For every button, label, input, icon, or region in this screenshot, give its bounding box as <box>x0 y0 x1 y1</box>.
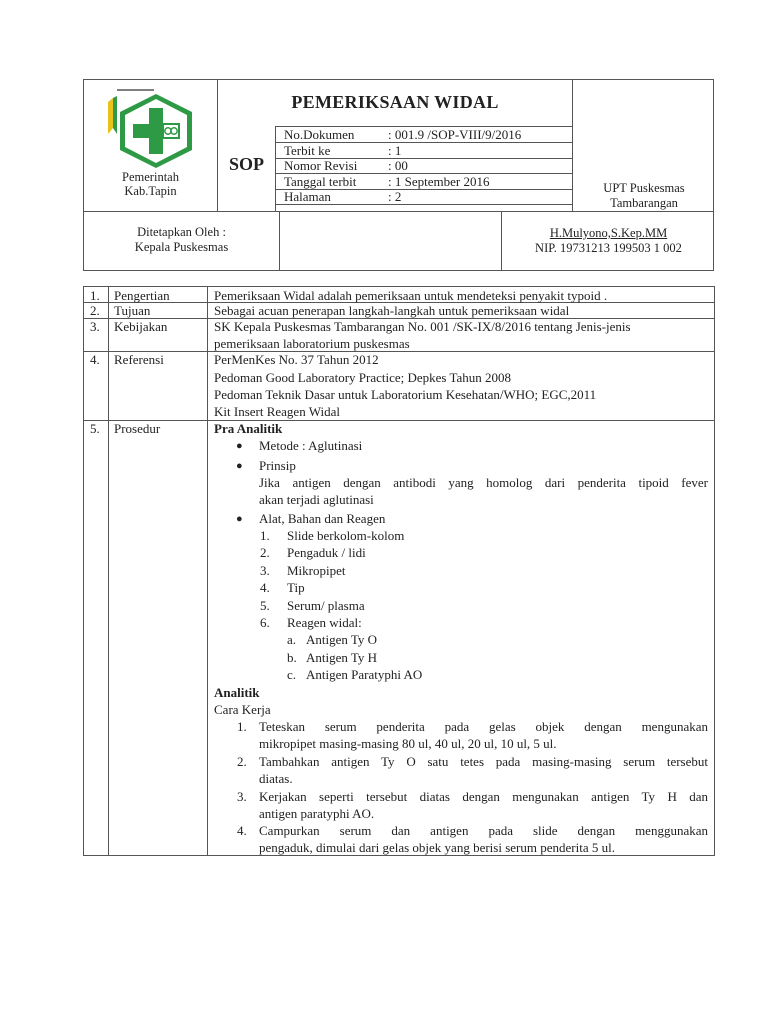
bullet-icon: ● <box>236 460 243 472</box>
prinsip-text: Jika antigen dengan antibodi yang homolog dari penderita tipoid fever <box>259 475 708 490</box>
doc-info-key: Terbit ke <box>284 143 331 158</box>
section-number: 2. <box>90 303 100 318</box>
document-title: PEMERIKSAAN WIDAL <box>291 92 499 112</box>
reference-item: Pedoman Good Laboratory Practice; Depkes Tahun 2008 <box>214 370 512 385</box>
prosedur-content <box>214 420 708 855</box>
section-label: Kebijakan <box>114 319 168 334</box>
reagen-item: Antigen Paratyphi AO <box>306 667 423 682</box>
alat-item: Serum/ plasma <box>287 598 365 613</box>
section-text: pemeriksaan laboratorium puskesmas <box>214 336 410 351</box>
sop-label: SOP <box>228 154 264 174</box>
section-number: 5. <box>90 421 100 436</box>
sop-header-table <box>83 79 714 271</box>
alat-item: Reagen widal: <box>287 615 362 630</box>
metode-text: Metode : Aglutinasi <box>259 438 363 453</box>
reference-item: PerMenKes No. 37 Tahun 2012 <box>214 352 379 367</box>
analitik-heading: Analitik <box>214 685 260 700</box>
alat-item-number: 1. <box>260 528 270 543</box>
doc-info-value: : 00 <box>388 158 408 173</box>
unit-line-2: Tambarangan <box>610 196 678 210</box>
doc-info-value: : 2 <box>388 189 402 204</box>
logo-cell <box>84 80 217 211</box>
doc-info-row <box>280 174 572 190</box>
step-text: antigen paratyphi AO. <box>259 806 375 821</box>
step-number: 2. <box>237 754 247 769</box>
step-text: Campurkan serum dan antigen pada slide dengan menggunakan <box>259 823 708 838</box>
reagen-item: Antigen Ty O <box>306 632 378 647</box>
unit-line-1: UPT Puskesmas <box>603 181 685 195</box>
section-label: Prosedur <box>114 421 161 436</box>
reagen-item-letter: c. <box>287 667 297 682</box>
alat-label: Alat, Bahan dan Reagen <box>259 511 386 526</box>
section-label: Tujuan <box>114 303 151 318</box>
alat-item: Mikropipet <box>287 563 346 578</box>
government-line-1: Pemerintah <box>122 170 179 184</box>
alat-item-number: 4. <box>260 580 270 595</box>
alat-item-number: 5. <box>260 598 270 613</box>
government-line-2: Kab.Tapin <box>124 184 177 198</box>
prinsip-text: akan terjadi aglutinasi <box>259 492 374 507</box>
alat-item-number: 2. <box>260 545 270 560</box>
unit-name <box>573 181 715 211</box>
doc-info-key: Halaman <box>284 189 331 204</box>
step-text: mikropipet masing-masing 80 ul, 40 ul, 20 ul, 10 ul, 5 ul. <box>259 736 557 751</box>
government-label <box>84 170 217 198</box>
doc-info-value: : 001.9 /SOP-VIII/9/2016 <box>388 127 522 142</box>
section-number: 4. <box>90 352 100 367</box>
doc-info-value: : 1 September 2016 <box>388 174 490 189</box>
step-text: Teteskan serum penderita pada gelas objek dengan mengunakan <box>259 719 708 734</box>
pra-analitik-heading: Pra Analitik <box>214 421 283 436</box>
signatory-name: H.Mulyono,S.Kep.MM <box>549 226 668 240</box>
step-text: Kerjakan seperti tersebut diatas dengan mengunakan antigen Ty H dan <box>259 789 708 804</box>
sop-body-table <box>83 286 715 856</box>
signatory-nip: NIP. 19731213 199503 1 002 <box>535 241 682 255</box>
step-number: 3. <box>237 789 247 804</box>
section-number: 1. <box>90 288 100 303</box>
cara-kerja-label: Cara Kerja <box>214 702 271 717</box>
ditetapkan-line-1: Ditetapkan Oleh : <box>137 225 226 239</box>
reagen-item-letter: b. <box>287 650 297 665</box>
alat-item: Pengaduk / lidi <box>287 545 366 560</box>
ditetapkan-oleh <box>84 225 279 255</box>
reagen-item-letter: a. <box>287 632 297 647</box>
reference-item: Pedoman Teknik Dasar untuk Laboratorium Kesehatan/WHO; EGC,2011 <box>214 387 597 402</box>
step-number: 4. <box>237 823 247 838</box>
alat-item: Slide berkolom-kolom <box>287 528 405 543</box>
doc-info-row <box>280 127 572 143</box>
section-number: 3. <box>90 319 100 334</box>
bullet-icon: ● <box>236 513 243 525</box>
section-text: Pemeriksaan Widal adalah pemeriksaan untuk mendeteksi penyakit typoid . <box>214 288 608 303</box>
reference-item: Kit Insert Reagen Widal <box>214 404 340 419</box>
doc-info-key: Nomor Revisi <box>284 158 358 173</box>
alat-item-number: 3. <box>260 563 270 578</box>
step-number: 1. <box>237 719 247 734</box>
section-label: Pengertian <box>114 288 170 303</box>
doc-info-row <box>280 143 572 159</box>
signatory <box>502 226 715 256</box>
reagen-item: Antigen Ty H <box>306 650 378 665</box>
alat-item: Tip <box>287 580 305 595</box>
section-label: Referensi <box>114 352 164 367</box>
doc-info-value: : 1 <box>388 143 402 158</box>
bullet-icon: ● <box>236 440 243 452</box>
alat-item-number: 6. <box>260 615 270 630</box>
doc-info-key: No.Dokumen <box>284 127 355 142</box>
doc-info-row <box>280 189 572 205</box>
step-text: pengaduk, dimulai dari gelas objek yang berisi serum penderita 5 ul. <box>259 840 615 855</box>
prinsip-label: Prinsip <box>259 458 296 473</box>
step-text: diatas. <box>259 771 293 786</box>
ditetapkan-line-2: Kepala Puskesmas <box>134 240 229 254</box>
section-text: SK Kepala Puskesmas Tambarangan No. 001 /SK-IX/8/2016 tentang Jenis-jenis <box>214 319 631 334</box>
section-text: Sebagai acuan penerapan langkah-langkah untuk pemeriksaan widal <box>214 303 570 318</box>
puskesmas-logo-icon <box>104 88 200 172</box>
doc-info-key: Tanggal terbit <box>284 174 357 189</box>
doc-info-row <box>280 158 572 174</box>
step-text: Tambahkan antigen Ty O satu tetes pada masing-masing serum tersebut <box>259 754 708 769</box>
